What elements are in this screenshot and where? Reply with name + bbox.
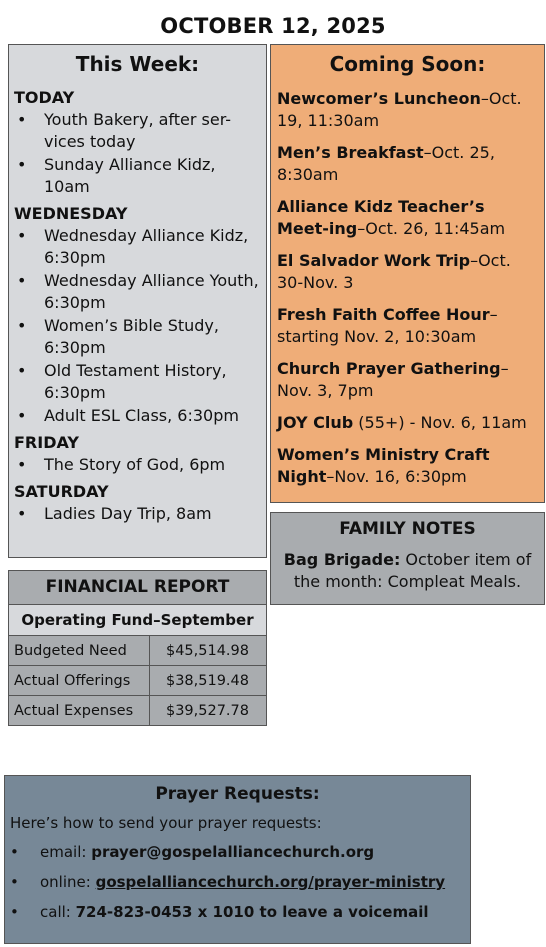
- coming-event-name: Newcomer’s Luncheon: [277, 89, 481, 108]
- family-notes-text: [277, 549, 538, 593]
- financial-row: [9, 666, 266, 696]
- this-week-panel: [8, 44, 267, 558]
- prayer-email-item: [10, 838, 465, 867]
- coming-event: [277, 444, 538, 488]
- family-notes-label: Bag Brigade:: [283, 550, 401, 569]
- financial-row-label: Actual Expenses: [9, 696, 150, 726]
- week-section-heading: SATURDAY: [14, 482, 109, 501]
- coming-event-name: Alliance Kidz Teacher’s Meet-ing: [277, 197, 485, 238]
- coming-event: [277, 196, 538, 240]
- financial-row: [9, 636, 266, 666]
- coming-event-name: Fresh Faith Coffee Hour: [277, 305, 490, 324]
- prayer-requests-title: Prayer Requests:: [155, 784, 320, 804]
- financial-table: [9, 636, 266, 725]
- financial-row: [9, 696, 266, 726]
- coming-event-detail: –Oct. 30-Nov. 3: [277, 251, 511, 292]
- week-event-item: • Wednesday Alliance Kidz, 6:30pm: [14, 225, 261, 269]
- coming-soon-title: Coming Soon:: [329, 52, 486, 76]
- prayer-requests-panel: [4, 775, 471, 944]
- prayer-call-number[interactable]: 724-823-0453 x 1010 to leave a voicemail: [75, 903, 429, 921]
- week-event-item: • Women’s Bible Study, 6:30pm: [14, 315, 261, 359]
- coming-event: [277, 88, 538, 132]
- family-notes-title: FAMILY NOTES: [339, 519, 476, 539]
- week-event-item: • Sunday Alliance Kidz, 10am: [14, 154, 261, 198]
- week-event-item: • Wednesday Alliance Youth, 6:30pm: [14, 270, 261, 314]
- coming-event: [277, 358, 538, 402]
- coming-event: [277, 142, 538, 186]
- coming-event-name: Men’s Breakfast: [277, 143, 424, 162]
- coming-event-detail: (55+) - Nov. 6, 11am: [353, 413, 527, 432]
- coming-event: [277, 250, 538, 294]
- coming-soon-events: [277, 88, 538, 488]
- coming-event-detail: –Nov. 16, 6:30pm: [326, 467, 467, 486]
- financial-row-label: Budgeted Need: [9, 636, 150, 666]
- financial-row-value: $45,514.98: [150, 636, 267, 666]
- financial-row-value: $38,519.48: [150, 666, 267, 696]
- prayer-online-item: [10, 868, 465, 897]
- bulletin-date: OCTOBER 12, 2025: [160, 14, 386, 38]
- coming-event-detail: –Oct. 26, 11:45am: [357, 219, 506, 238]
- week-section-list: [14, 109, 261, 198]
- coming-event-name: Church Prayer Gathering: [277, 359, 501, 378]
- prayer-online-label: online:: [40, 873, 96, 891]
- prayer-contact-list: [10, 838, 465, 927]
- week-event-item: • Ladies Day Trip, 8am: [14, 503, 261, 525]
- financial-row-label: Actual Offerings: [9, 666, 150, 696]
- week-event-item: • Adult ESL Class, 6:30pm: [14, 405, 261, 427]
- week-sections: [14, 88, 261, 525]
- this-week-title: This Week:: [75, 52, 200, 76]
- coming-event-detail: –Oct. 19, 11:30am: [277, 89, 522, 130]
- coming-event-name: Women’s Ministry Craft Night: [277, 445, 490, 486]
- week-section-list: [14, 503, 261, 525]
- prayer-call-label: call:: [40, 903, 76, 921]
- family-notes-panel: [270, 512, 545, 605]
- week-event-item: • The Story of God, 6pm: [14, 454, 261, 476]
- coming-event: [277, 412, 538, 434]
- week-section-heading: WEDNESDAY: [14, 204, 128, 223]
- prayer-call-item: [10, 898, 465, 927]
- prayer-email-link[interactable]: prayer@gospelalliancechurch.org: [91, 843, 375, 861]
- financial-report-title: FINANCIAL REPORT: [9, 571, 266, 605]
- coming-soon-panel: [270, 44, 545, 503]
- financial-row-value: $39,527.78: [165, 702, 249, 719]
- week-event-item: • Old Testament History, 6:30pm: [14, 360, 261, 404]
- coming-event-detail: –starting Nov. 2, 10:30am: [277, 305, 498, 346]
- prayer-requests-intro: Here’s how to send your prayer requests:: [10, 814, 322, 832]
- family-notes-body: October item of the month: Compleat Meals.: [293, 550, 532, 591]
- prayer-online-link[interactable]: gospelalliancechurch.org/prayer-ministry: [95, 873, 446, 891]
- coming-event-detail: –Nov. 3, 7pm: [277, 359, 509, 400]
- financial-report: [8, 570, 267, 726]
- week-event-item: • Youth Bakery, after ser-vices today: [14, 109, 261, 153]
- week-section-heading: FRIDAY: [14, 433, 79, 452]
- week-section-list: [14, 454, 261, 476]
- prayer-email-label: email:: [40, 843, 92, 861]
- week-section-list: [14, 225, 261, 427]
- financial-report-subtitle: Operating Fund–September: [9, 605, 266, 636]
- coming-event-name: JOY Club: [277, 413, 354, 432]
- coming-event-detail: –Oct. 25, 8:30am: [277, 143, 495, 184]
- week-section-heading: TODAY: [14, 88, 75, 107]
- coming-event-name: El Salvador Work Trip: [277, 251, 471, 270]
- coming-event: [277, 304, 538, 348]
